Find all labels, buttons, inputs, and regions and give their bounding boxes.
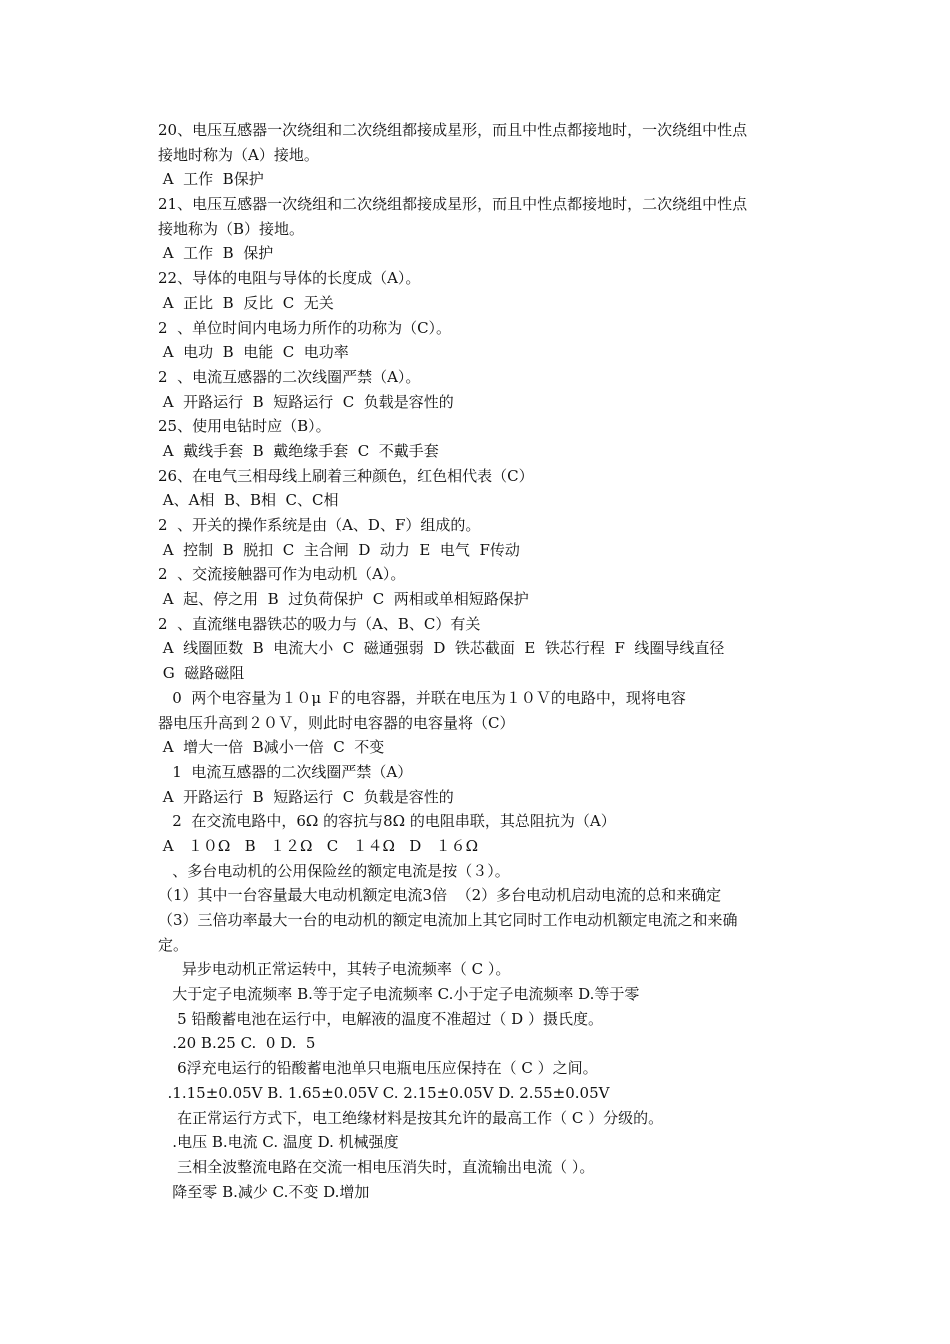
text-line: G 磁路磁阻 xyxy=(158,664,245,683)
text-line: A 戴线手套 B 戴绝缘手套 C 不戴手套 xyxy=(158,441,439,460)
text-line: 2 在交流电路中，6Ω 的容抗与8Ω 的电阻串联，其总阻抗为（A） xyxy=(158,812,616,831)
text-line: A １０Ω B １２Ω C １４Ω D １６Ω xyxy=(158,836,479,855)
question-text-block xyxy=(158,118,818,1204)
text-line: A 正比 B 反比 C 无关 xyxy=(158,293,334,312)
text-line: 2 、交流接触器可作为电动机（A）。 xyxy=(158,565,406,584)
text-line: A 工作 B保护 xyxy=(158,170,264,189)
text-line: 25、使用电钻时应（B）。 xyxy=(158,417,331,436)
text-line: 接地称为（B）接地。 xyxy=(158,219,305,238)
text-line: .20 B.25 C. 0 D. 5 xyxy=(158,1034,316,1053)
text-line: 21、电压互感器一次绕组和二次绕组都接成星形，而且中性点都接地时，二次绕组中性点 xyxy=(158,195,748,214)
text-line: 22、导体的电阻与导体的长度成（A）。 xyxy=(158,269,421,288)
text-line: 5 铅酸蓄电池在运行中，电解液的温度不准超过（ D ）摄氏度。 xyxy=(158,1009,603,1028)
text-line: 26、在电气三相母线上刷着三种颜色，红色相代表（C） xyxy=(158,466,534,485)
text-line: 器电压升高到２０Ｖ，则此时电容器的电容量将（C） xyxy=(158,713,515,732)
text-line: 接地时称为（A）接地。 xyxy=(158,145,319,164)
text-line: A 增大一倍 B减小一倍 C 不变 xyxy=(158,738,385,757)
text-line: 1 电流互感器的二次线圈严禁（A） xyxy=(158,762,413,781)
text-line: A 开路运行 B 短路运行 C 负载是容性的 xyxy=(158,392,454,411)
text-line: （1）其中一台容量最大电动机额定电流3倍 （2）多台电动机启动电流的总和来确定 xyxy=(158,886,722,905)
text-line: 2 、电流互感器的二次线圈严禁（A）。 xyxy=(158,367,421,386)
text-line: A、A相 B、B相 C、C相 xyxy=(158,491,339,510)
text-line: A 电功 B 电能 C 电功率 xyxy=(158,343,349,362)
text-line: 2 、开关的操作系统是由（A、D、F）组成的。 xyxy=(158,516,481,534)
text-line: .1.15±0.05V B. 1.65±0.05V C. 2.15±0.05V D. 2.55±0.05V xyxy=(158,1083,610,1102)
text-line: 6浮充电运行的铅酸蓄电池单只电瓶电压应保持在（ C ）之间。 xyxy=(158,1059,598,1078)
text-line: 20、电压互感器一次绕组和二次绕组都接成星形，而且中性点都接地时，一次绕组中性点 xyxy=(158,121,748,139)
text-line: 定。 xyxy=(158,935,189,954)
text-line: 、多台电动机的公用保险丝的额定电流是按（３）。 xyxy=(158,861,510,880)
text-line: A 开路运行 B 短路运行 C 负载是容性的 xyxy=(158,787,454,806)
text-line: A 控制 B 脱扣 C 主合闸 D 动力 E 电气 F传动 xyxy=(158,540,520,559)
text-line: 大于定子电流频率 B.等于定子电流频率 C.小于定子电流频率 D.等于零 xyxy=(158,985,640,1004)
text-line: A 线圈匝数 B 电流大小 C 磁通强弱 D 铁芯截面 E 铁芯行程 F 线圈导线直径 xyxy=(158,639,725,658)
text-line: 2 、单位时间内电场力所作的功称为（C）。 xyxy=(158,318,452,337)
text-line: 2 、直流继电器铁芯的吸力与（A、B、C）有关 xyxy=(158,614,481,633)
text-line: 三相全波整流电路在交流一相电压消失时，直流输出电流（ ）。 xyxy=(158,1157,595,1176)
text-line: .电压 B.电流 C. 温度 D. 机械强度 xyxy=(158,1133,399,1152)
text-line: 异步电动机正常运转中，其转子电流频率（ C ）。 xyxy=(158,960,511,979)
text-line: 降至零 B.减少 C.不变 D.增加 xyxy=(158,1182,370,1201)
text-line: 在正常运行方式下，电工绝缘材料是按其允许的最高工作（ C ）分级的。 xyxy=(158,1108,664,1127)
text-line: A 工作 B 保护 xyxy=(158,244,274,263)
text-line: 0 两个电容量为１０μ Ｆ的电容器，并联在电压为１０Ｖ的电路中，现将电容 xyxy=(158,688,686,707)
text-line: A 起、停之用 B 过负荷保护 C 两相或单相短路保护 xyxy=(158,590,529,609)
text-line: （3）三倍功率最大一台的电动机的额定电流加上其它同时工作电动机额定电流之和来确 xyxy=(158,911,738,929)
